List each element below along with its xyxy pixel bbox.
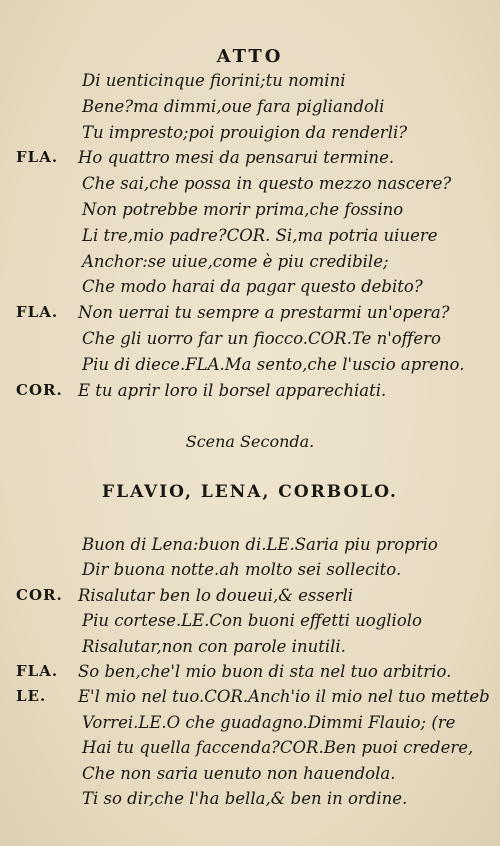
verse-text: Hai tu quella faccenda?COR.Ben puoi credere,: [82, 738, 474, 758]
verse-line: [0, 252, 500, 274]
verse-line: [0, 303, 500, 325]
verse-text: Dir buona notte.ah molto sei sollecito.: [82, 560, 402, 580]
verse-text: Risalutar,non con parole inutili.: [82, 636, 346, 656]
verse-text: E tu aprir loro il borsel apparechiati.: [78, 380, 387, 400]
verse-text: E'l mio nel tuo.COR.Anch'io il mio nel tuo metteb: [78, 687, 490, 707]
verse-text: Piu di diece.FLA.Ma sento,che l'uscio apreno.: [82, 354, 465, 374]
verse-text: Ti so dir,che l'ha bella,& ben in ordine.: [82, 789, 408, 808]
verse-line: [0, 764, 500, 786]
verse-text: Anchor:se uiue,come è piu credibile;: [82, 251, 389, 271]
verse-text: Non uerrai tu sempre a prestarmi un'opera?: [78, 303, 450, 323]
verse-text: Che modo harai da pagar questo debito?: [82, 277, 423, 297]
verse-line: [0, 586, 500, 608]
verse-line: [0, 662, 500, 684]
verse-line: [0, 789, 500, 811]
verse-text: Di uenticinque fiorini;tu nomini: [82, 71, 346, 90]
verse-line: [0, 381, 500, 403]
scene-heading: Scena Seconda.: [185, 432, 315, 451]
speaker-label: FLA.: [16, 148, 59, 167]
verse-text: Non potrebbe morir prima,che fossino: [82, 200, 404, 219]
verse-line: [0, 355, 500, 377]
verse-text: So ben,che'l mio buon di sta nel tuo arbitrio.: [78, 662, 452, 681]
verse-line: [0, 738, 500, 760]
verse-line: [0, 687, 500, 709]
character-list: FLAVIO, LENA, CORBOLO.: [102, 482, 398, 502]
speaker-label: FLA.: [16, 303, 59, 322]
verse-text: Buon di Lena:buon di.LE.Saria piu proprio: [82, 535, 438, 554]
verse-line: [0, 611, 500, 633]
verse-line: [0, 97, 500, 119]
verse-line: [0, 226, 500, 248]
speaker-label: COR.: [16, 585, 63, 604]
verse-text: Tu impresto;poi prouigion da renderli?: [82, 122, 408, 142]
verse-text: Che non saria uenuto non hauendola.: [82, 763, 396, 783]
verse-line: [0, 560, 500, 582]
verse-text: Che sai,che possa in questo mezzo nascere?: [82, 174, 452, 194]
verse-text: Che gli uorro far un fiocco.COR.Te n'offero: [82, 329, 441, 348]
verse-line: [0, 200, 500, 222]
verse-line: [0, 637, 500, 659]
verse-text: Li tre,mio padre?COR. Si,ma potria uiuere: [82, 225, 438, 245]
speaker-label: LE.: [16, 687, 47, 706]
verse-line: [0, 277, 500, 299]
verse-line: [0, 329, 500, 351]
running-header: ATTO: [216, 46, 284, 67]
verse-text: Risalutar ben lo doueui,& esserli: [78, 585, 354, 605]
verse-line: [0, 713, 500, 735]
verse-line: [0, 174, 500, 196]
verse-text: Vorrei.LE.O che guadagno.Dimmi Flauio; (re: [82, 712, 456, 732]
verse-text: Piu cortese.LE.Con buoni effetti uogliolo: [82, 611, 422, 631]
verse-text: Bene?ma dimmi,oue fara pigliandoli: [82, 96, 385, 116]
speaker-label: COR.: [16, 380, 63, 399]
verse-line: [0, 148, 500, 170]
verse-line: [0, 71, 500, 93]
verse-text: Ho quattro mesi da pensarui termine.: [78, 148, 395, 168]
verse-line: [0, 535, 500, 557]
verse-line: [0, 123, 500, 145]
speaker-label: FLA.: [16, 662, 59, 680]
